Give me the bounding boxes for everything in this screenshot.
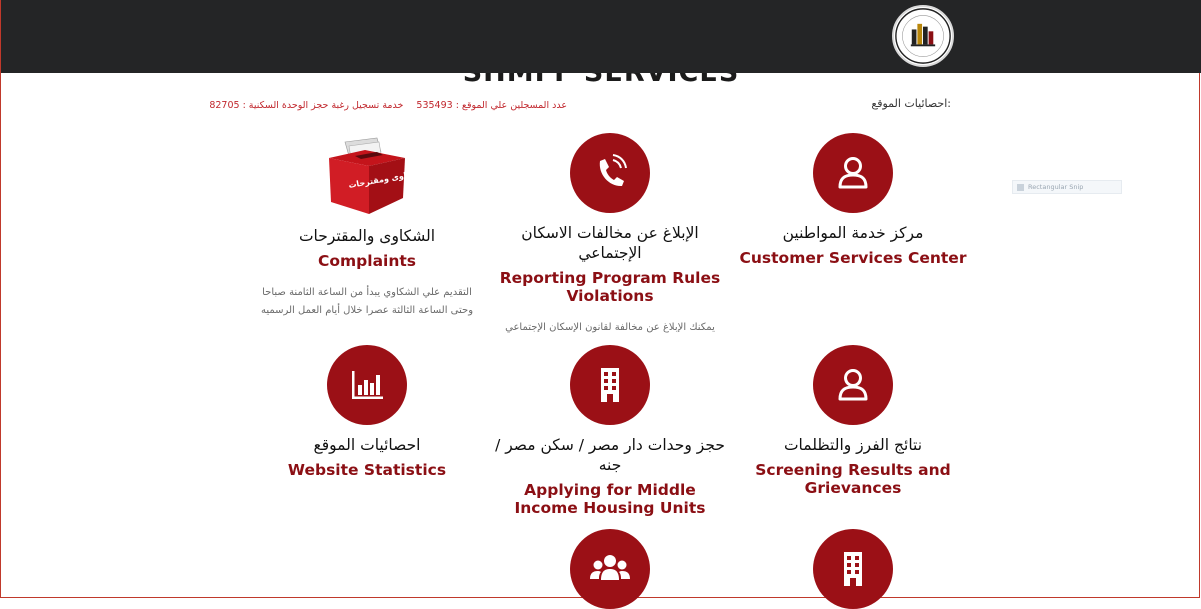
stats-label: احصائيات الموقع: — [871, 97, 951, 110]
card-description: التقديم علي الشكاوي يبدأ من الساعة الثامنة صباحا وحتى الساعة الثالثة عصرا خلال أيام العمل الرسميه — [260, 287, 474, 316]
user-icon — [813, 345, 893, 425]
card-description: يمكنك الإبلاغ عن مخالفة لقانون الإسكان الإجتماعي — [505, 322, 715, 333]
card-title-en[interactable]: Website Statistics — [287, 461, 447, 479]
card-complaints[interactable] — [251, 136, 483, 320]
card-title-en[interactable]: Screening Results and Grievances — [755, 461, 951, 497]
card-reporting-violations[interactable] — [494, 133, 726, 337]
ballot-box-text: شكاوى ومقترحات — [347, 168, 420, 190]
card-title-ar: حجز وحدات دار مصر / سكن مصر / جنه — [495, 436, 725, 474]
card-title-ar: الشكاوى والمقترحات — [298, 227, 436, 245]
snip-widget-label: Rectangular Snip — [1028, 183, 1084, 191]
users-group-icon — [570, 529, 650, 609]
card-row3-right[interactable] — [737, 529, 969, 609]
bar-chart-icon — [327, 345, 407, 425]
user-icon — [813, 133, 893, 213]
card-title-en[interactable]: Reporting Program Rules Violations — [499, 269, 721, 305]
card-title-en[interactable]: Complaints — [317, 252, 417, 270]
card-title-ar: نتائج الفرز والتظلمات — [783, 436, 923, 454]
top-bar — [1, 0, 1201, 73]
building-icon — [813, 529, 893, 609]
card-screening-results[interactable] — [737, 345, 969, 497]
ballot-box-icon — [325, 136, 420, 216]
card-website-statistics[interactable] — [251, 345, 483, 479]
housing-count: خدمة تسجيل رغبة حجز الوحدة السكنية : 82705 — [209, 100, 404, 111]
card-title-ar: مركز خدمة المواطنين — [782, 224, 924, 242]
card-title-ar: احصائيات الموقع — [313, 436, 421, 454]
card-customer-services[interactable] — [737, 133, 969, 267]
card-title-en[interactable]: Customer Services Center — [739, 249, 967, 267]
snip-widget[interactable] — [1012, 180, 1122, 194]
building-icon — [570, 345, 650, 425]
card-middle-income-housing[interactable] — [494, 345, 726, 517]
ministry-logo-icon[interactable] — [892, 5, 954, 67]
stats-line — [209, 100, 567, 111]
registered-count: عدد المسجلين علي الموقع : 535493 — [416, 100, 567, 111]
phone-icon — [570, 133, 650, 213]
card-row3-center[interactable] — [494, 529, 726, 609]
card-title-ar: الإبلاغ عن مخالفات الاسكان الإجتماعي — [521, 224, 699, 262]
card-title-en[interactable]: Applying for Middle Income Housing Units — [514, 481, 706, 517]
